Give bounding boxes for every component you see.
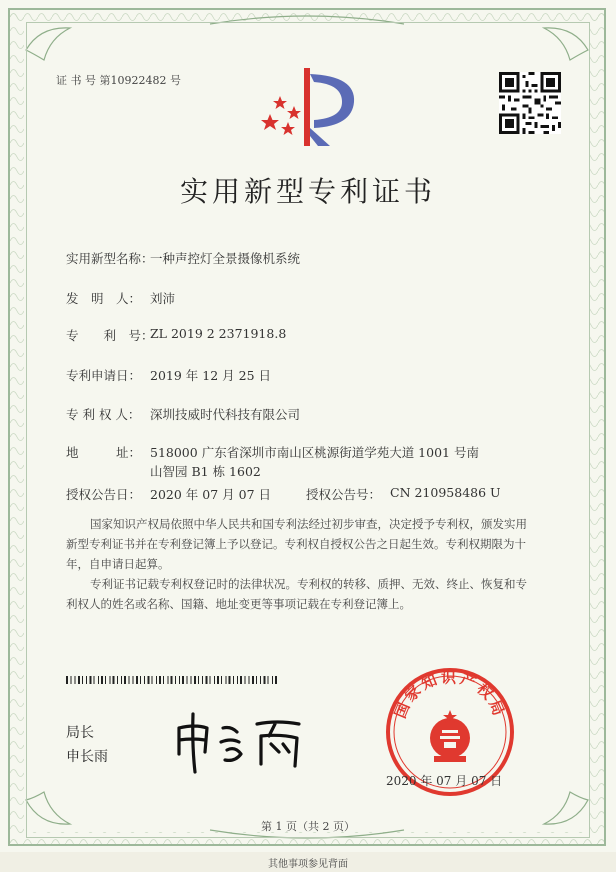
statement-line: 新型专利证书并在专利登记簿上予以登记。专利权自授权公告之日起生效。专利权期限为十 [66,537,526,551]
patent-number-value: ZL 2019 2 2371918.8 [150,326,287,341]
statement-line: 国家知识产权局依照中华人民共和国专利法经过初步审查，决定授予专利权，颁发实用 [90,517,527,531]
barcode-icon [66,676,278,684]
filing-date-label: 专利申请日： [66,368,142,383]
svg-text:国家知识产权局: 国家知识产权局 [391,668,509,721]
patentee-label: 专 利 权 人： [66,407,141,422]
inventor-value: 刘沛 [150,291,176,306]
grant-date-label: 授权公告日： [66,487,142,502]
patent-number-label: 专 利 号： [66,328,154,343]
inventor-label: 发 明 人： [66,291,142,306]
grant-date-value: 2020 年 07 月 07 日 [150,487,271,502]
statement-paragraph-2 [66,574,560,614]
handwritten-signature-icon [165,706,315,776]
grant-number-label: 授权公告号： [306,487,382,502]
address-label: 地 址： [66,445,142,460]
qr-code-icon [499,72,561,134]
patentee-value: 深圳技威时代科技有限公司 [150,407,301,422]
signatory-title: 局长 [66,725,94,741]
name-value: 一种声控灯全景摄像机系统 [150,251,301,266]
statement-line: 年，自申请日起算。 [66,557,170,571]
page-indicator: 第 1 页（共 2 页） [261,820,355,833]
address-line-2: 山智园 B1 栋 1602 [150,464,261,479]
statement-line: 利权人的姓名或名称、国籍、地址变更等事项记载在专利登记簿上。 [66,597,411,611]
statement-paragraph-1 [66,514,560,574]
name-label: 实用新型名称： [66,251,154,266]
address-line-1: 518000 广东省深圳市南山区桃源街道学苑大道 1001 号南 [150,445,479,460]
grant-number-value: CN 210958486 U [390,485,501,500]
filing-date-value: 2019 年 12 月 25 日 [150,368,271,383]
footer-note: 其他事项参见背面 [268,859,348,870]
patent-office-logo-icon [258,66,360,148]
certificate-title: 实用新型专利证书 [179,175,436,208]
seal-date: 2020 年 07 月 07 日 [386,774,503,788]
signatory-name: 申长雨 [66,749,108,765]
certificate-number: 证 书 号 第10922482 号 [56,74,181,87]
statement-line: 专利证书记载专利权登记时的法律状况。专利权的转移、质押、无效、终止、恢复和专 [90,577,527,591]
